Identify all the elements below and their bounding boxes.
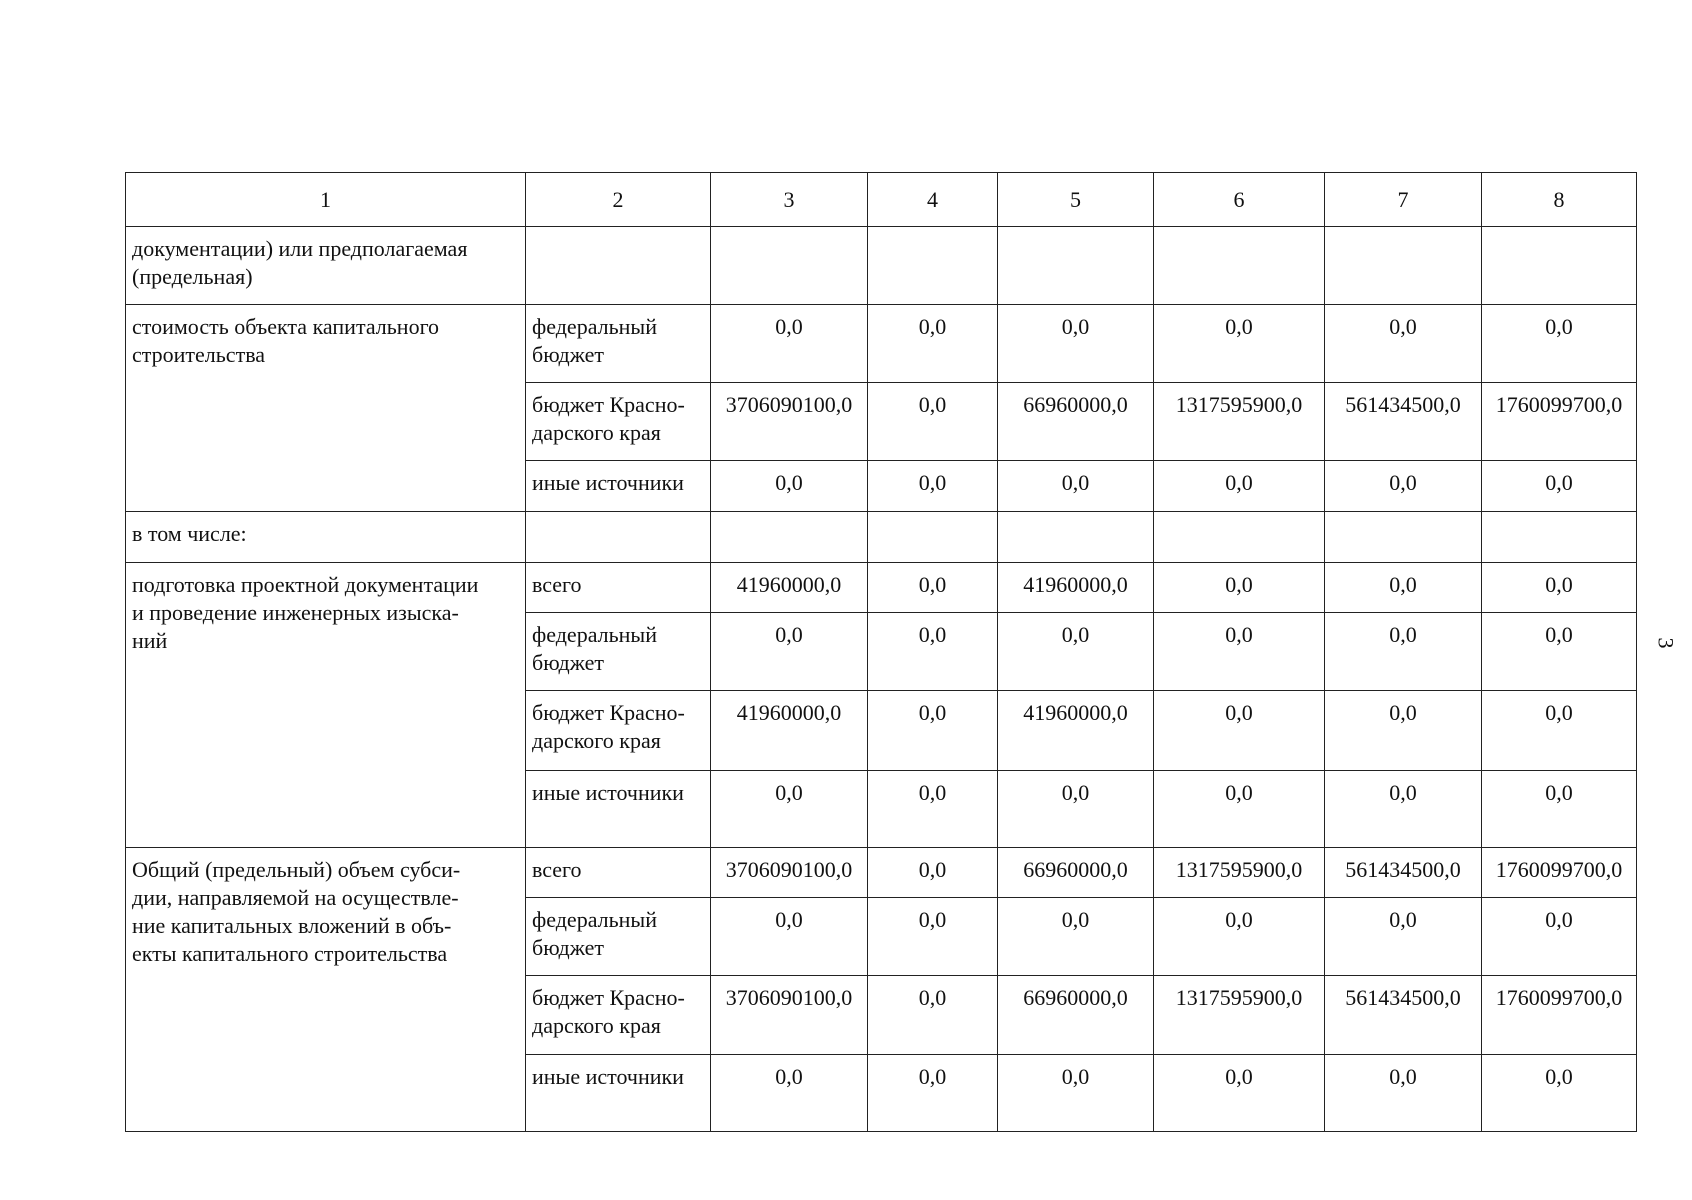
- column-number: 6: [1154, 173, 1325, 227]
- table-row: [126, 563, 1637, 613]
- funding-source: [526, 691, 711, 771]
- value-cell: 0,0: [1325, 563, 1482, 613]
- value-cell: 561434500,0: [1325, 383, 1482, 461]
- value-cell: 66960000,0: [998, 383, 1154, 461]
- value-cell: 0,0: [711, 898, 868, 976]
- label-line: екты капитального строительства: [132, 941, 448, 966]
- row-label: [126, 305, 526, 512]
- value-cell: 0,0: [711, 461, 868, 512]
- value-cell: 0,0: [868, 563, 998, 613]
- empty-cell: [1154, 512, 1325, 563]
- table-row: [126, 848, 1637, 898]
- value-cell: 0,0: [998, 898, 1154, 976]
- label-line: подготовка проектной документации: [132, 572, 479, 597]
- value-cell: 0,0: [1154, 1055, 1325, 1132]
- label-line: Общий (предельный) объем субси-: [132, 857, 461, 882]
- value-cell: 1317595900,0: [1154, 848, 1325, 898]
- value-cell: 0,0: [1325, 691, 1482, 771]
- table-row: [126, 227, 1637, 305]
- source-line: бюджет Красно-: [532, 700, 685, 725]
- source-line: иные источники: [532, 1064, 684, 1089]
- label-line: документации) или предполагаемая: [132, 236, 468, 261]
- value-cell: 0,0: [1482, 461, 1637, 512]
- source-line: бюджет Красно-: [532, 392, 685, 417]
- value-cell: 0,0: [1154, 461, 1325, 512]
- source-line: бюджет: [532, 935, 604, 960]
- value-cell: 0,0: [1482, 305, 1637, 383]
- table-body: [126, 173, 1637, 1132]
- label-line: и проведение инженерных изыска-: [132, 600, 459, 625]
- value-cell: 0,0: [1154, 613, 1325, 691]
- value-cell: 66960000,0: [998, 848, 1154, 898]
- column-number: 8: [1482, 173, 1637, 227]
- value-cell: 561434500,0: [1325, 976, 1482, 1055]
- source-line: всего: [532, 572, 582, 597]
- value-cell: 0,0: [868, 613, 998, 691]
- label-line: ний: [132, 628, 168, 653]
- value-cell: 0,0: [711, 771, 868, 848]
- empty-cell: [1325, 227, 1482, 305]
- value-cell: 1760099700,0: [1482, 976, 1637, 1055]
- page-number: 3: [1653, 637, 1679, 649]
- budget-table: [125, 172, 1637, 1132]
- value-cell: 3706090100,0: [711, 383, 868, 461]
- source-line: федеральный: [532, 314, 657, 339]
- value-cell: 1317595900,0: [1154, 383, 1325, 461]
- value-cell: 3706090100,0: [711, 976, 868, 1055]
- value-cell: 0,0: [868, 383, 998, 461]
- value-cell: 0,0: [998, 305, 1154, 383]
- value-cell: 41960000,0: [711, 691, 868, 771]
- value-cell: 0,0: [1154, 563, 1325, 613]
- empty-cell: [1325, 512, 1482, 563]
- value-cell: 3706090100,0: [711, 848, 868, 898]
- value-cell: 0,0: [1325, 305, 1482, 383]
- empty-cell: [868, 512, 998, 563]
- empty-cell: [711, 512, 868, 563]
- value-cell: 0,0: [1482, 613, 1637, 691]
- row-label: [126, 512, 526, 563]
- value-cell: 0,0: [1482, 691, 1637, 771]
- source-line: бюджет: [532, 650, 604, 675]
- empty-cell: [1482, 512, 1637, 563]
- value-cell: 0,0: [998, 1055, 1154, 1132]
- value-cell: 41960000,0: [998, 563, 1154, 613]
- value-cell: 0,0: [711, 1055, 868, 1132]
- label-line: ние капитальных вложений в объ-: [132, 913, 452, 938]
- column-number: 5: [998, 173, 1154, 227]
- value-cell: 0,0: [868, 1055, 998, 1132]
- column-number: 3: [711, 173, 868, 227]
- value-cell: 0,0: [868, 461, 998, 512]
- row-label: [126, 563, 526, 848]
- label-line: стоимость объекта капитального: [132, 314, 440, 339]
- label-line: дии, направляемой на осуществле-: [132, 885, 459, 910]
- empty-cell: [711, 227, 868, 305]
- column-number-row: [126, 173, 1637, 227]
- table-row: [126, 305, 1637, 383]
- value-cell: 0,0: [1325, 771, 1482, 848]
- row-label: [126, 227, 526, 305]
- funding-source: [526, 461, 711, 512]
- source-line: дарского края: [532, 1013, 661, 1038]
- value-cell: 0,0: [1482, 1055, 1637, 1132]
- source-line: федеральный: [532, 622, 657, 647]
- value-cell: 0,0: [868, 691, 998, 771]
- label-line: в том числе:: [132, 521, 247, 546]
- row-label: [126, 848, 526, 1132]
- value-cell: 1317595900,0: [1154, 976, 1325, 1055]
- empty-cell: [998, 512, 1154, 563]
- column-number: 4: [868, 173, 998, 227]
- value-cell: 0,0: [1325, 1055, 1482, 1132]
- value-cell: 561434500,0: [1325, 848, 1482, 898]
- value-cell: 0,0: [1325, 898, 1482, 976]
- empty-cell: [526, 227, 711, 305]
- value-cell: 0,0: [1154, 691, 1325, 771]
- funding-source: [526, 771, 711, 848]
- source-line: дарского края: [532, 728, 661, 753]
- column-number: 1: [126, 173, 526, 227]
- value-cell: 0,0: [998, 771, 1154, 848]
- funding-source: [526, 976, 711, 1055]
- funding-source: [526, 383, 711, 461]
- funding-source: [526, 848, 711, 898]
- value-cell: 41960000,0: [998, 691, 1154, 771]
- table-row: [126, 512, 1637, 563]
- label-line: (предельная): [132, 264, 253, 289]
- value-cell: 0,0: [1154, 771, 1325, 848]
- value-cell: 0,0: [1325, 613, 1482, 691]
- source-line: иные источники: [532, 470, 684, 495]
- value-cell: 0,0: [1482, 771, 1637, 848]
- value-cell: 41960000,0: [711, 563, 868, 613]
- funding-source: [526, 898, 711, 976]
- value-cell: 0,0: [1154, 305, 1325, 383]
- value-cell: 1760099700,0: [1482, 383, 1637, 461]
- value-cell: 1760099700,0: [1482, 848, 1637, 898]
- value-cell: 0,0: [1325, 461, 1482, 512]
- column-number: 2: [526, 173, 711, 227]
- value-cell: 0,0: [1154, 898, 1325, 976]
- value-cell: 0,0: [1482, 563, 1637, 613]
- value-cell: 0,0: [868, 771, 998, 848]
- value-cell: 0,0: [868, 898, 998, 976]
- value-cell: 0,0: [1482, 898, 1637, 976]
- source-line: всего: [532, 857, 582, 882]
- source-line: бюджет: [532, 342, 604, 367]
- source-line: дарского края: [532, 420, 661, 445]
- value-cell: 0,0: [868, 976, 998, 1055]
- empty-cell: [526, 512, 711, 563]
- label-line: строительства: [132, 342, 266, 367]
- empty-cell: [1482, 227, 1637, 305]
- funding-source: [526, 1055, 711, 1132]
- value-cell: 0,0: [868, 305, 998, 383]
- empty-cell: [1154, 227, 1325, 305]
- value-cell: 0,0: [998, 461, 1154, 512]
- source-line: федеральный: [532, 907, 657, 932]
- column-number: 7: [1325, 173, 1482, 227]
- funding-source: [526, 613, 711, 691]
- empty-cell: [998, 227, 1154, 305]
- value-cell: 0,0: [711, 305, 868, 383]
- source-line: иные источники: [532, 780, 684, 805]
- value-cell: 0,0: [868, 848, 998, 898]
- funding-source: [526, 563, 711, 613]
- empty-cell: [868, 227, 998, 305]
- value-cell: 66960000,0: [998, 976, 1154, 1055]
- value-cell: 0,0: [711, 613, 868, 691]
- funding-source: [526, 305, 711, 383]
- value-cell: 0,0: [998, 613, 1154, 691]
- source-line: бюджет Красно-: [532, 985, 685, 1010]
